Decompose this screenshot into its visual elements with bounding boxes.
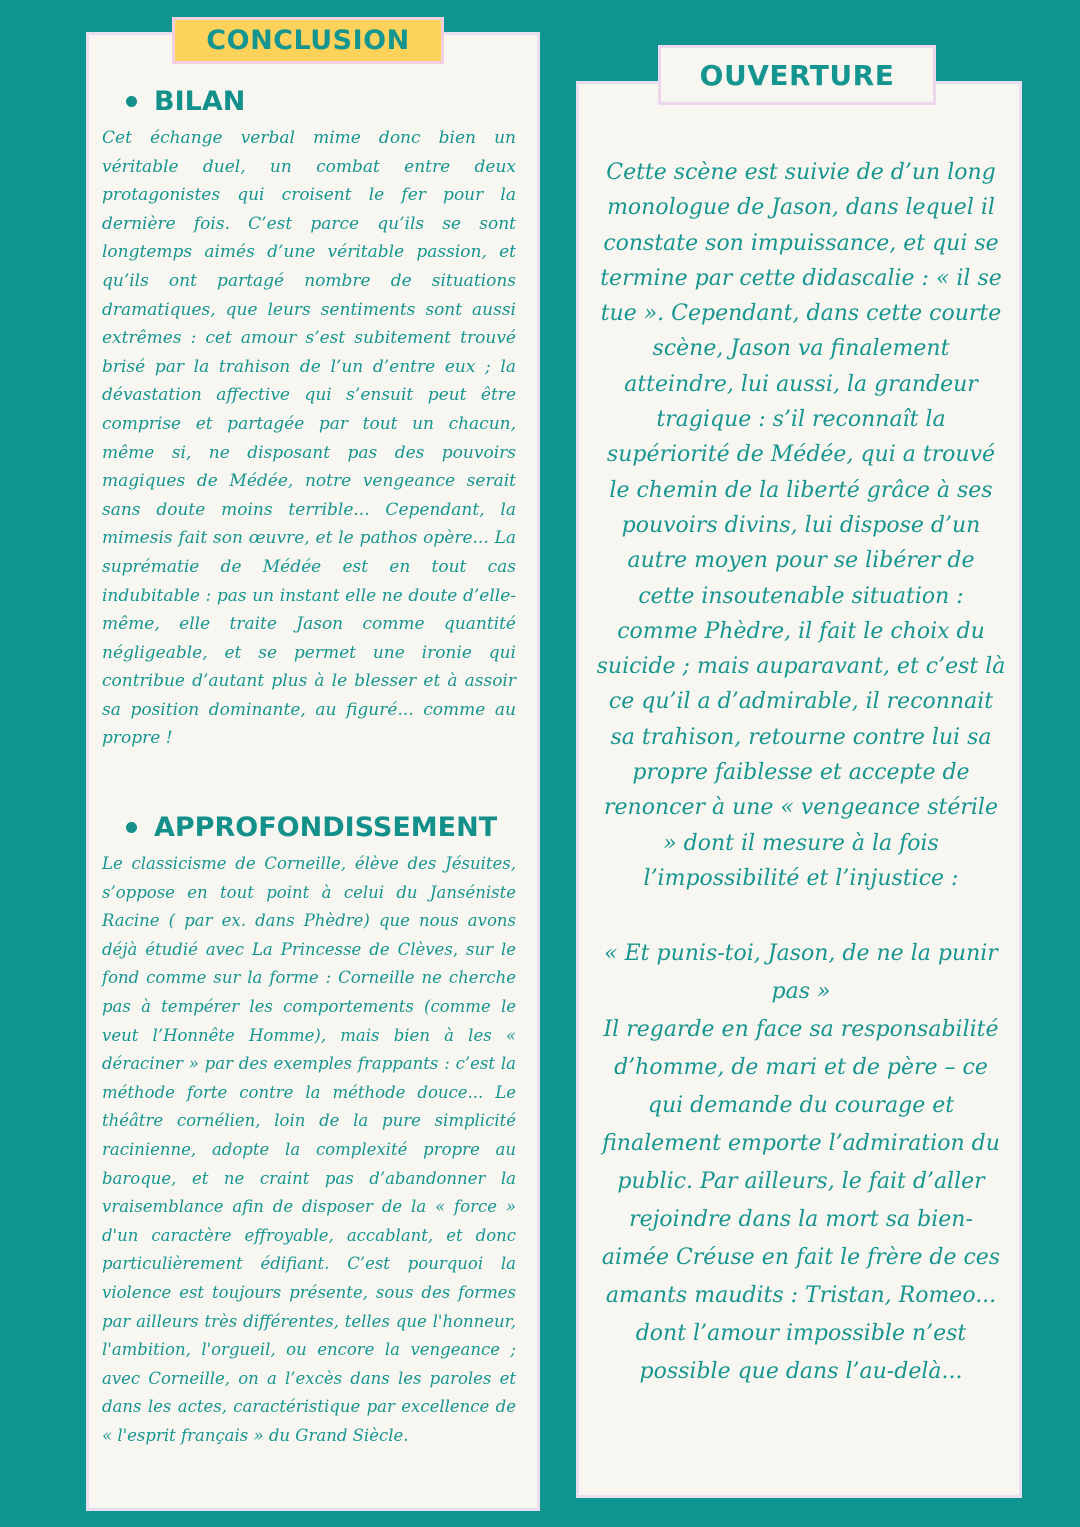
bilan-heading: [126, 86, 245, 117]
bullet-icon: [126, 822, 137, 833]
ouverture-continuation: Il regarde en face sa responsabilité d’homme, de mari et de père – ce qui demande du courage et finalement emporte l’admiration du public. Par ailleurs, le fait d’aller rejoindre dans la mort sa bien-aimée Créuse en fait le frère de ces amants maudits : Tristan, Romeo... dont l’amour impossible n’est possible que dans l’au-delà...: [601, 1017, 1001, 1384]
ouverture-title: OUVERTURE: [699, 58, 895, 92]
ouverture-quote: « Et punis-toi, Jason, de ne la punir pas »: [604, 941, 998, 1004]
bilan-paragraph: Cet échange verbal mime donc bien un véritable duel, un combat entre deux protagonistes qui croisent le fer pour la dernière fois. C’est parce qu’ils se sont longtemps aimés d’une véritable passion, et qu’ils ont partagé nombre de situations dramatiques, que leurs sentiments sont aussi extrêmes : cet amour s’est subitement trouvé brisé par la trahison de l’un d’entre eux ; la dévastation affective qui s’ensuit peut être comprise et partagée par tout un chacun, même si, ne disposant pas des pouvoirs magiques de Médée, notre vengeance serait sans doute moins terrible... Cependant, la mimesis fait son œuvre, et le pathos opère... La suprématie de Médée est en tout cas indubitable : pas un instant elle ne doute d’elle-même, elle traite Jason comme quantité négligeable, et se permet une ironie qui contribue d’autant plus à le blesser et à assoir sa position dominante, au figuré... comme au propre !: [102, 128, 516, 749]
ouverture-quote-block: [596, 935, 1006, 1391]
bullet-icon: [126, 96, 137, 107]
approfondissement-title: APPROFONDISSEMENT: [154, 812, 498, 843]
conclusion-tab: [172, 17, 444, 64]
ouverture-paragraph: Cette scène est suivie de d’un long monologue de Jason, dans lequel il constate son impuissance, et qui se termine par cette didascalie : « il se tue ». Cependant, dans cette courte scène, Jason va finalement atteindre, lui aussi, la grandeur tragique : s’il reconnaît la supériorité de Médée, qui a trouvé le chemin de la liberté grâce à ses pouvoirs divins, lui dispose d’un autre moyen pour se libérer de cette insoutenable situation : comme Phèdre, il fait le choix du suicide ; mais auparavant, et c’est là ce qu’il a d’admirable, il reconnait sa trahison, retourne contre lui sa propre faiblesse et accepte de renoncer à une « vengeance stérile » dont il mesure à la fois l’impossibilité et l’injustice :: [596, 160, 1006, 891]
approfondissement-paragraph: Le classicisme de Corneille, élève des Jésuites, s’oppose en tout point à celui du Janséniste Racine ( par ex. dans Phèdre) que nous avons déjà étudié avec La Princesse de Clèves, sur le fond comme sur la forme : Corneille ne cherche pas à tempérer les comportements (comme le veut l’Honnête Homme), mais bien à les « déraciner » par des exemples frappants : c’est la méthode forte contre la méthode douce... Le théâtre cornélien, loin de la pure simplicité racinienne, adopte la complexité propre au baroque, et ne craint pas d’abandonner la vraisemblance afin de disposer de la « force » d'un caractère effroyable, accablant, et donc particulièrement édifiant. C’est pourquoi la violence est toujours présente, sous des formes par ailleurs très différentes, telles que l'honneur, l'ambition, l'orgueil, ou encore la vengeance ; avec Corneille, on a l’excès dans les paroles et dans les actes, caractéristique par excellence de « l'esprit français » du Grand Siècle.: [102, 854, 516, 1445]
bilan-title: BILAN: [154, 86, 246, 117]
ouverture-tab: [658, 45, 936, 105]
conclusion-title: CONCLUSION: [206, 25, 410, 56]
approfondissement-heading: [126, 812, 497, 843]
